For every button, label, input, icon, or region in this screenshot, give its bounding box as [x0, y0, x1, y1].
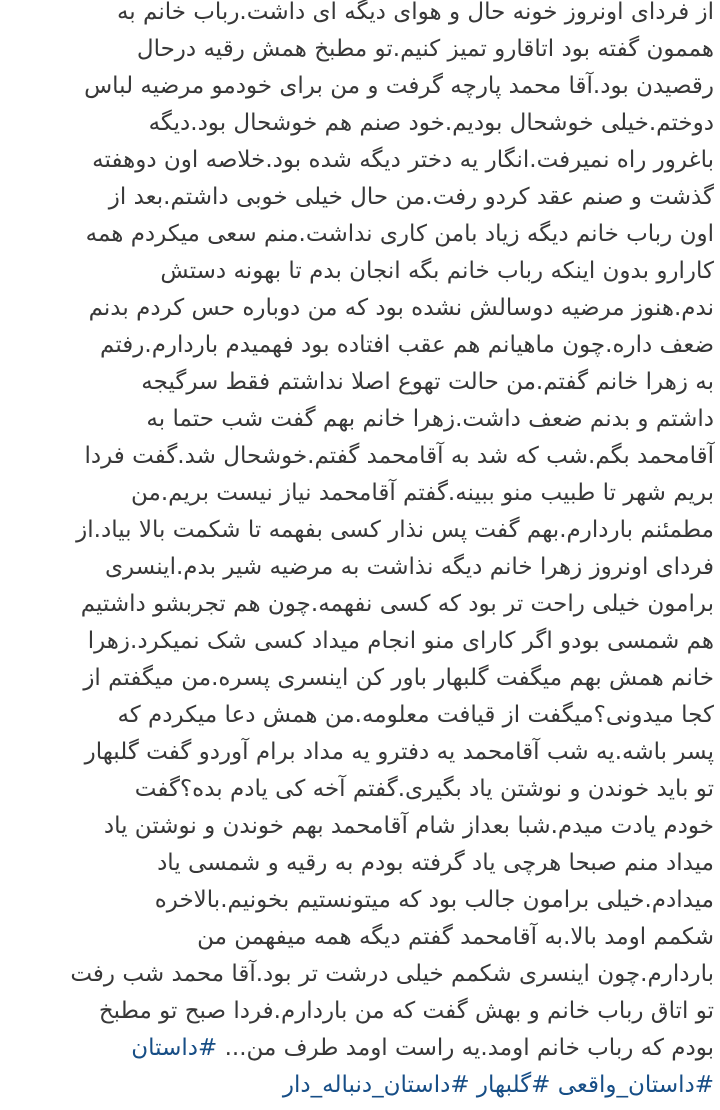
story-line: داشتم و بدنم ضعف داشت.زهرا خانم بهم گفت شب حتما به [146, 406, 714, 432]
clipped-hashtag-line[interactable]: #داستان_واقعی #گلبهار #داستان_دنباله_دار [282, 1072, 714, 1098]
story-line: پسر باشه.یه شب آقامحمد یه دفترو یه مداد برام آوردو گفت گلبهار [84, 739, 714, 765]
story-line: فردای اونروز زهرا خانم دیگه نذاشت به مرضیه شیر بدم.اینسری [105, 554, 714, 580]
story-line: ندم.هنوز مرضیه دوسالش نشده بود که من دوباره حس کردم بدنم [88, 295, 714, 321]
story-line: تو باید خوندن و نوشتن یاد بگیری.گفتم آخه کی یادم بده؟گفت [134, 776, 714, 802]
story-text [10, 0, 714, 1030]
story-line: خودم یادت میدم.شبا بعداز شام آقامحمد بهم خوندن و نوشتن یاد [103, 813, 714, 839]
story-line: دوختم.خیلی خوشحال بودیم.خود صنم هم خوشحال بود.دیگه [148, 110, 714, 136]
story-line: به زهرا خانم گفتم.من حالت تهوع اصلا نداشتم فقط سرگیجه [141, 369, 714, 395]
story-line: کجا میدونی؟میگفت از قیافت معلومه.من همش دعا میکردم که [117, 702, 714, 728]
story-line: میداد منم صبحا هرچی یاد گرفته بودم به رقیه و شمسی یاد [157, 850, 714, 876]
story-line: خانم همش بهم میگفت گلبهار باور کن اینسری پسره.من میگفتم از [83, 665, 714, 691]
story-line: برامون خیلی راحت تر بود که کسی نفهمه.چون هم تجربشو داشتیم [80, 591, 714, 617]
story-line: تو اتاق رباب خانم و بهش گفت که من باردارم.فردا صبح تو مطبخ [98, 998, 714, 1024]
story-line: آقامحمد بگم.شب که شد به آقامحمد گفتم.خوشحال شد.گفت فردا [84, 443, 714, 469]
story-line: ضعف داره.چون ماهیانم هم عقب افتاده بود فهمیدم باردارم.رفتم [100, 332, 714, 358]
story-line: از فردای اونروز خونه حال و هوای دیگه ای داشت.رباب خانم به [116, 0, 714, 25]
story-line: رقصیدن بود.آقا محمد پارچه گرفت و من برای خودمو مرضیه لباس [84, 73, 714, 99]
story-line: کارارو بدون اینکه رباب خانم بگه انجان بدم تا بهونه دستش [160, 258, 714, 284]
story-line: بریم شهر تا طبیب منو ببینه.گفتم آقامحمد نیاز نیست بریم.من [131, 480, 714, 506]
story-line: هم شمسی بودو اگر کارای منو انجام میداد کسی شک نمیکرد.زهرا [87, 628, 714, 654]
story-line: میدادم.خیلی برامون جالب بود که میتونستیم بخونیم.بالاخره [154, 887, 714, 913]
story-line: باغرور راه نمیرفت.انگار یه دختر دیگه شده بود.خلاصه اون دوهفته [92, 147, 714, 173]
story-line: اون رباب خانم دیگه زیاد بامن کاری نداشت.منم سعی میکردم همه [85, 221, 714, 247]
story-final-text: بودم که رباب خانم اومد.یه راست اومد طرف من... [217, 1035, 714, 1061]
story-line: هممون گفته بود اتاقارو تمیز کنیم.تو مطبخ همش رقیه درحال [136, 36, 714, 62]
story-line: مطمئنم باردارم.بهم گفت پس نذار کسی بفهمه تا شکمت بالا بیاد.از [76, 517, 714, 543]
story-line-final [10, 1030, 714, 1067]
story-line: باردارم.چون اینسری شکمم خیلی درشت تر بود.آقا محمد شب رفت [70, 961, 714, 987]
story-line: گذشت و صنم عقد کردو رفت.من حال خیلی خوبی داشتم.بعد از [108, 184, 714, 210]
hashtag-dastan-link[interactable]: #داستان [131, 1035, 218, 1061]
story-line: شکمم اومد بالا.به آقامحمد گفتم دیگه همه میفهمن من [197, 924, 714, 950]
